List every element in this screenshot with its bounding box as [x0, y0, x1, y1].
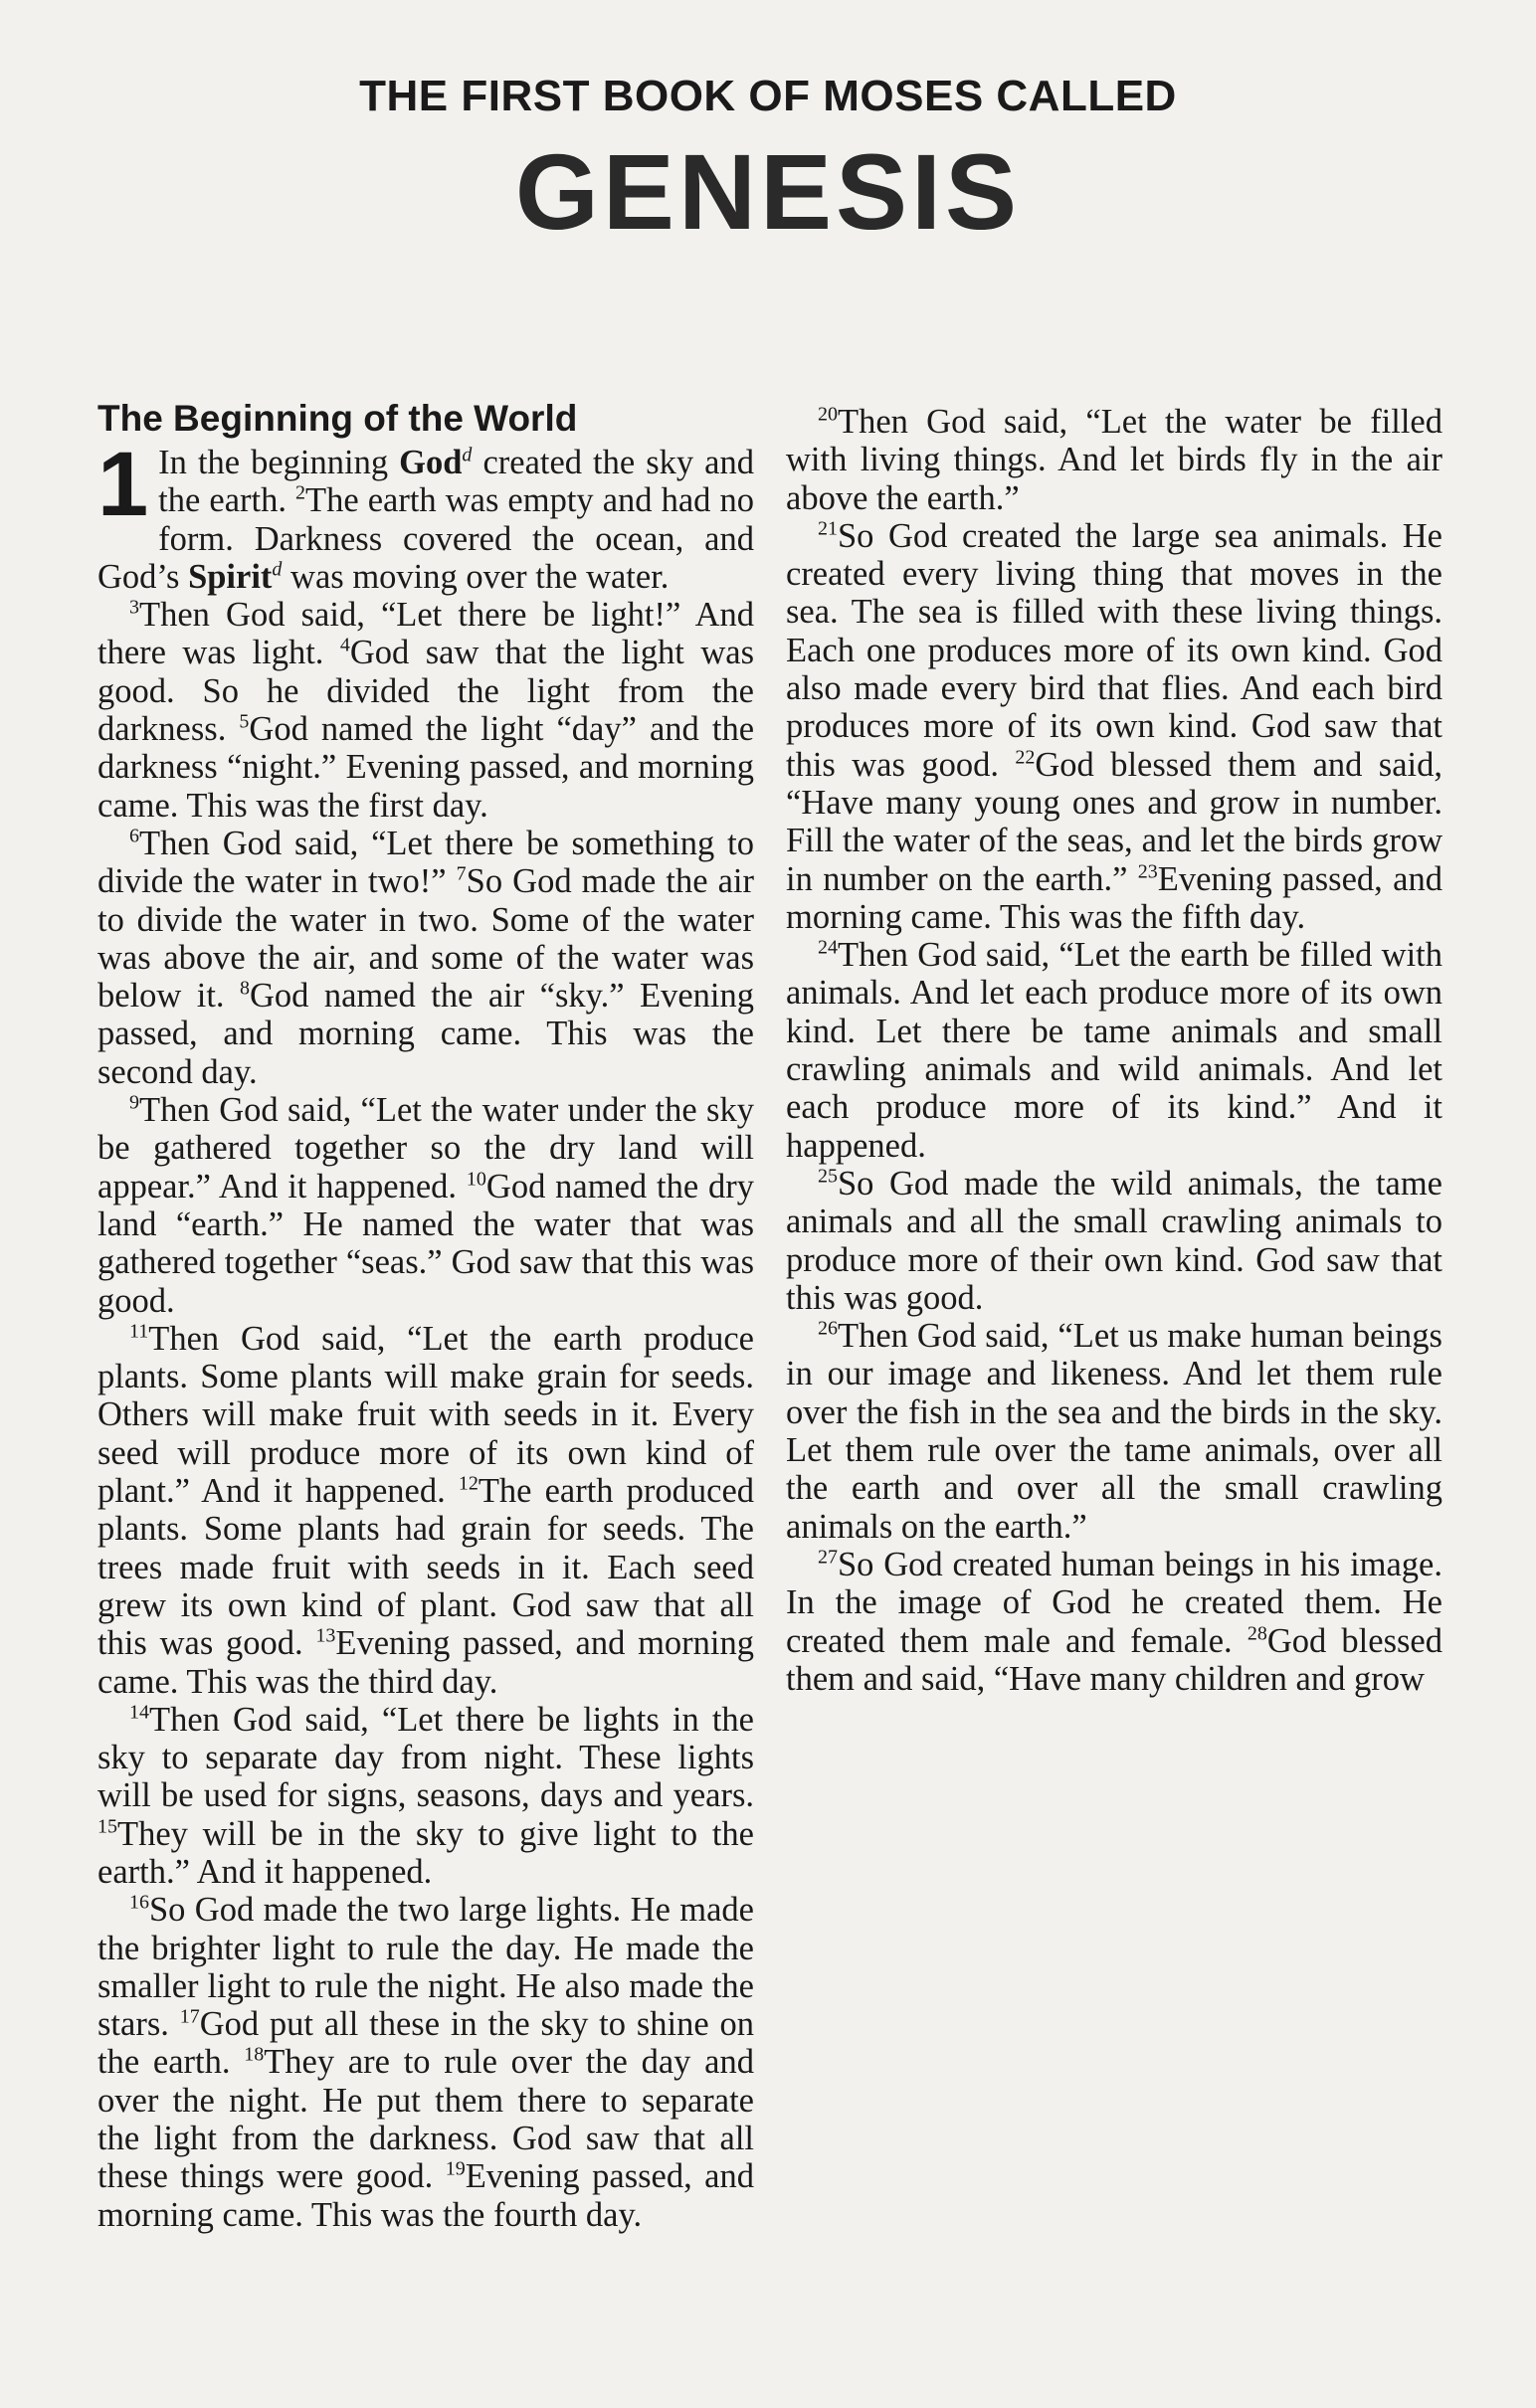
paragraph-v14: $^{14}$Then God said, “Let there be lights in the sky to separate day from night. These lights will be used for signs, seasons, days and years. $^{15}$They will be in the sky to give light to the earth.” And it happened.: [97, 1700, 754, 1891]
verse-number: 10: [466, 1168, 486, 1191]
paragraph-v11: $^{11}$Then God said, “Let the earth produce plants. Some plants will make grain for seeds. Others will make fruit with seeds in it. Every seed will produce more of its own kind of plant.” And it happened. $^{12}$The earth produced plants. Some plants had grain for seeds. The trees made fruit with seeds in it. Each seed grew its own kind of plant. God saw that all this was good. $^{13}$Evening passed, and morning came. This was the third day.: [97, 1319, 755, 1701]
verse-number: 28: [1247, 1622, 1267, 1644]
verse-number: 13: [315, 1624, 336, 1647]
verse-number: 19: [445, 2157, 466, 2180]
left-column: [97, 398, 754, 2234]
verse-number: 14: [129, 1701, 149, 1724]
verse-number: 22: [1015, 746, 1036, 769]
verse-number: 5: [239, 710, 250, 733]
verse-number: 7: [456, 862, 467, 885]
verse-number: 4: [339, 634, 350, 656]
paragraph-v6: $^6$Then God said, “Let there be something to divide the water in two!” $^7$So God made the air to divide the water in two. Some of the water was above the air, and some of the water was below it. $^8$God named the air “sky.” Evening passed, and morning came. This was the second day.: [97, 824, 754, 1091]
verse-number: 26: [818, 1317, 838, 1340]
paragraph-v1: 1 In the beginning God$^d$ created the sky and the earth. $^2$The earth was empty and had no form. Darkness covered the ocean, and God’s Spirit$^d$ was moving over the water.: [97, 434, 754, 596]
footnote-marker: d: [462, 444, 473, 466]
footnote-marker: d: [272, 558, 283, 581]
chapter-number: 1: [97, 434, 149, 535]
verse-number: 16: [129, 1891, 149, 1914]
book-subtitle: THE FIRST BOOK OF MOSES CALLED: [359, 72, 1177, 120]
verse-number: 11: [129, 1320, 149, 1343]
paragraph-v3: $^3$Then God said, “Let there be light!” And there was light. $^4$God saw that the light was good. So he divided the light from the darkness. $^5$God named the light “day” and the darkness “night.” Evening passed, and morning came. This was the first day.: [97, 596, 755, 825]
verse-number: 6: [129, 825, 139, 847]
verse-number: 9: [129, 1091, 139, 1114]
paragraph-v9: $^9$Then God said, “Let the water under the sky be gathered together so the dry land will appear.” And it happened. $^{10}$God named the dry land “earth.” He named the water that was gathered together “seas.” God saw that this was good.: [97, 1091, 754, 1320]
paragraph-v25: $^{25}$So God made the wild animals, the tame animals and all the small crawling animals to produce more of their own kind. God saw that this was good.: [786, 1164, 1442, 1317]
verse-number: 17: [179, 2005, 200, 2028]
verse-number: 15: [97, 1815, 117, 1838]
paragraph-v26: $^{26}$Then God said, “Let us make human beings in our image and likeness. And let them rule over the fish in the sea and the birds in the sky. Let them rule over the tame animals, over all the earth and over all the small crawling animals on the earth.”: [786, 1317, 1442, 1546]
paragraph-v27: $^{27}$So God created human beings in his image. In the image of God he created them. He created them male and female. $^{28}$God blessed them and said, “Have many children and grow: [786, 1545, 1442, 1698]
verse-number: 3: [129, 596, 139, 619]
verse-number: 24: [818, 936, 838, 959]
paragraph-v16: $^{16}$So God made the two large lights. He made the brighter light to rule the day. He made the smaller light to rule the night. He also made the stars. $^{17}$God put all these in the sky to shine on the earth. $^{18}$They are to rule over the day and over the night. He put them there to separate the light from the darkness. God saw that all these things were good. $^{19}$Evening passed, and morning came. This was the fourth day.: [97, 1891, 754, 2234]
right-column: [786, 403, 1442, 1698]
paragraph-v24: $^{24}$Then God said, “Let the earth be filled with animals. And let each produce more of its own kind. Let there be tame animals and small crawling animals and wild animals. And let each produce more of its kind.” And it happened.: [786, 936, 1442, 1165]
verse-number: 21: [818, 517, 838, 540]
paragraph-v20: $^{20}$Then God said, “Let the water be filled with living things. And let birds fly in the air above the earth.”: [786, 403, 1442, 517]
verse-number: 2: [295, 481, 306, 504]
verse-number: 12: [458, 1472, 479, 1495]
verse-number: 23: [1137, 860, 1158, 883]
paragraph-v21: $^{21}$So God created the large sea animals. He created every living thing that moves in the sea. The sea is filled with these living things. Each one produces more of its own kind. God also made every bird that flies. And each bird produces more of its own kind. God saw that this was good. $^{22}$God blessed them and said, “Have many young ones and grow in number. Fill the water of the seas, and let the birds grow in number on the earth.” $^{23}$Evening passed, and morning came. This was the fifth day.: [786, 516, 1442, 936]
verse-number: 18: [244, 2043, 265, 2066]
verse-number: 20: [818, 403, 838, 426]
section-title: The Beginning of the World: [97, 398, 578, 439]
book-title: GENESIS: [514, 131, 1022, 252]
verse-number: 25: [818, 1165, 838, 1188]
verse-number: 8: [239, 977, 250, 1000]
verse-number: 27: [818, 1546, 838, 1569]
